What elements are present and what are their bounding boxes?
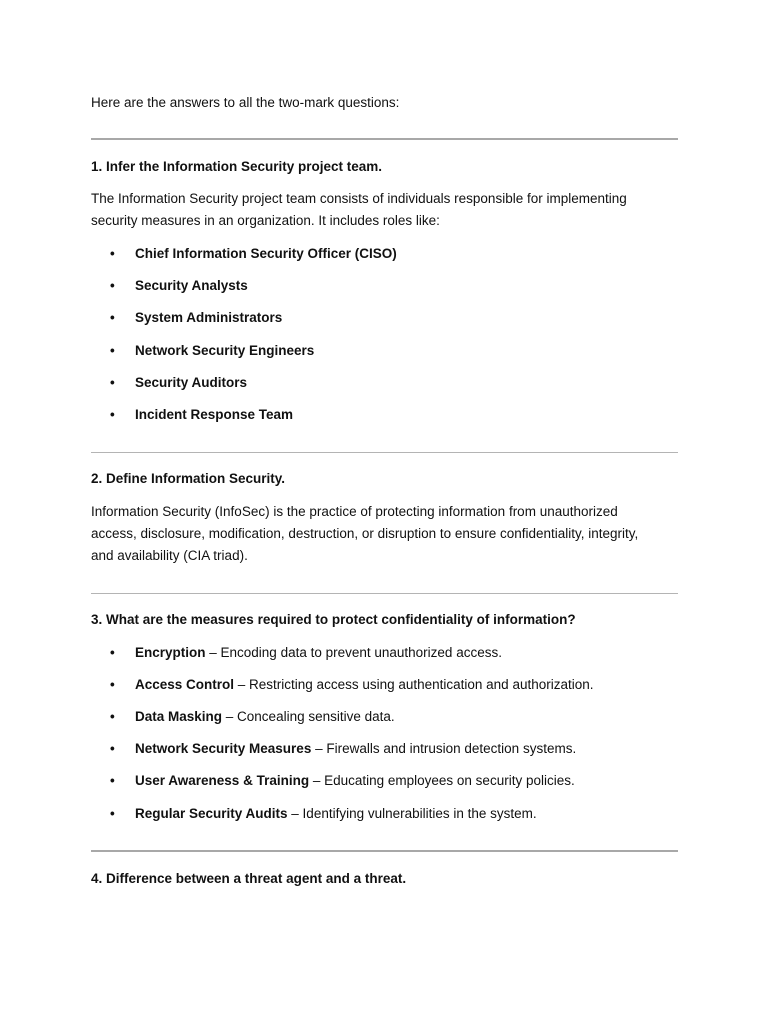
measure-term: Data Masking: [135, 709, 223, 724]
question-3-heading: 3. What are the measures required to protect confidentiality of information?: [91, 612, 576, 627]
measure-term: Network Security Measures: [135, 741, 312, 756]
bullet-icon: •: [110, 343, 115, 358]
question-1-heading: 1. Infer the Information Security project team.: [91, 159, 383, 174]
section-divider: [91, 593, 678, 594]
intro-text: Here are the answers to all the two-mark questions:: [91, 95, 400, 110]
bullet-icon: •: [110, 310, 115, 325]
question-2-paragraph-line: Information Security (InfoSec) is the practice of protecting information from unauthorized: [91, 504, 618, 519]
measure-description: – Identifying vulnerabilities in the system.: [287, 806, 537, 821]
measure-description: – Restricting access using authentication and authorization.: [234, 677, 594, 692]
measure-description: – Firewalls and intrusion detection systems.: [311, 741, 577, 756]
measure-term: Encryption: [135, 645, 206, 660]
question-4-heading: 4. Difference between a threat agent and a threat.: [91, 871, 407, 886]
question-1-paragraph-line: security measures in an organization. It includes roles like:: [91, 213, 440, 228]
section-divider: [91, 850, 678, 852]
role-label: Network Security Engineers: [135, 343, 315, 358]
role-label: Security Analysts: [135, 278, 248, 293]
measure-description: – Concealing sensitive data.: [222, 709, 395, 724]
section-divider: [91, 452, 678, 453]
bullet-icon: •: [110, 773, 115, 788]
question-2-paragraph-line: and availability (CIA triad).: [91, 548, 248, 563]
question-1-paragraph-line: The Information Security project team consists of individuals responsible for implementing: [91, 191, 627, 206]
bullet-icon: •: [110, 645, 115, 660]
measure-term: Regular Security Audits: [135, 806, 288, 821]
measure-term: User Awareness & Training: [135, 773, 310, 788]
role-label: Incident Response Team: [135, 407, 294, 422]
bullet-icon: •: [110, 709, 115, 724]
bullet-icon: •: [110, 375, 115, 390]
bullet-icon: •: [110, 741, 115, 756]
bullet-icon: •: [110, 407, 115, 422]
bullet-icon: •: [110, 246, 115, 261]
role-label: System Administrators: [135, 310, 283, 325]
bullet-icon: •: [110, 806, 115, 821]
bullet-icon: •: [110, 677, 115, 692]
measure-term: Access Control: [135, 677, 235, 692]
role-label: Security Auditors: [135, 375, 248, 390]
question-2-paragraph-line: access, disclosure, modification, destruction, or disruption to ensure confidentiality, integrity,: [91, 526, 639, 541]
question-2-heading: 2. Define Information Security.: [91, 471, 286, 486]
role-label: Chief Information Security Officer (CISO): [135, 246, 397, 261]
measure-description: – Encoding data to prevent unauthorized access.: [205, 645, 502, 660]
section-divider: [91, 138, 678, 140]
bullet-icon: •: [110, 278, 115, 293]
measure-description: – Educating employees on security policies.: [309, 773, 575, 788]
